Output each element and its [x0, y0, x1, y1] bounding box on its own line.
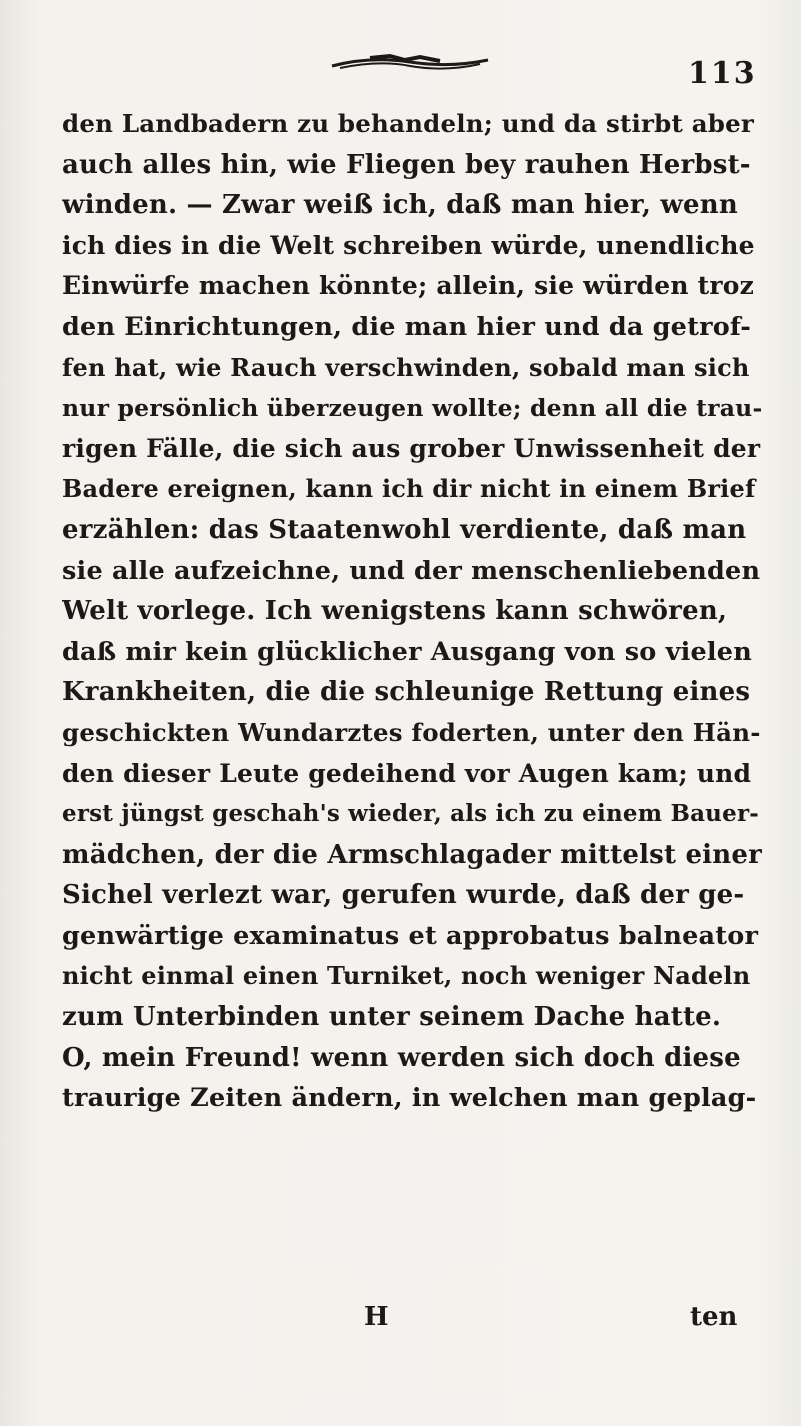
catchword: ten — [690, 1302, 738, 1332]
text-line: Badere ereignen, kann ich dir nicht in einem Brief — [62, 474, 756, 504]
page-number: 113 — [688, 56, 757, 91]
text-line: den Landbadern zu behandeln; und da stirbt aber — [62, 109, 754, 138]
text-line: traurige Zeiten ändern, in welchen man geplag- — [62, 1083, 757, 1114]
page-footer — [0, 1302, 801, 1346]
page-header — [0, 42, 801, 92]
text-line: den dieser Leute gedeihend vor Augen kam; und — [62, 758, 752, 788]
text-line: rigen Fälle, die sich aus grober Unwissenheit der — [62, 433, 761, 463]
text-line: erst jüngst geschah's wieder, als ich zu einem Bauer- — [62, 800, 760, 828]
text-line: sie alle aufzeichne, und der menschenliebenden — [62, 555, 761, 586]
signature-mark: H — [364, 1302, 389, 1332]
text-line: erzählen: das Staatenwohl verdiente, daß man — [62, 514, 747, 545]
text-line: O, mein Freund! wenn werden sich doch diese — [62, 1042, 741, 1073]
text-line: den Einrichtungen, die man hier und da getrof- — [62, 311, 751, 342]
text-line: Sichel verlezt war, gerufen wurde, daß der ge- — [62, 880, 745, 911]
decorative-rule-ornament-icon — [330, 52, 490, 74]
text-line: fen hat, wie Rauch verschwinden, sobald man sich — [62, 352, 750, 382]
text-line: genwärtige examinatus et approbatus balneator — [62, 920, 759, 951]
text-line: nur persönlich überzeugen wollte; denn all die trau- — [62, 394, 762, 423]
text-line: winden. — Zwar weiß ich, daß man hier, wenn — [62, 190, 738, 221]
body-text — [62, 104, 762, 1119]
text-line: nicht einmal einen Turniket, noch weniger Nadeln — [62, 961, 751, 991]
text-line: Einwürfe machen könnte; allein, sie würden troz — [62, 271, 755, 301]
text-line: zum Unterbinden unter seinem Dache hatte. — [62, 1002, 722, 1033]
text-line: auch alles hin, wie Fliegen bey rauhen Herbst- — [62, 149, 751, 180]
text-line: Krankheiten, die die schleunige Rettung eines — [62, 677, 751, 708]
text-line: Welt vorlege. Ich wenigstens kann schwören, — [62, 596, 728, 627]
text-line: mädchen, der die Armschlagader mittelst einer — [62, 839, 762, 870]
text-line: ich dies in die Welt schreiben würde, unendliche — [62, 230, 755, 260]
text-line: daß mir kein glücklicher Ausgang von so vielen — [62, 636, 752, 667]
text-line: geschickten Wundarztes foderten, unter den Hän- — [62, 717, 761, 747]
